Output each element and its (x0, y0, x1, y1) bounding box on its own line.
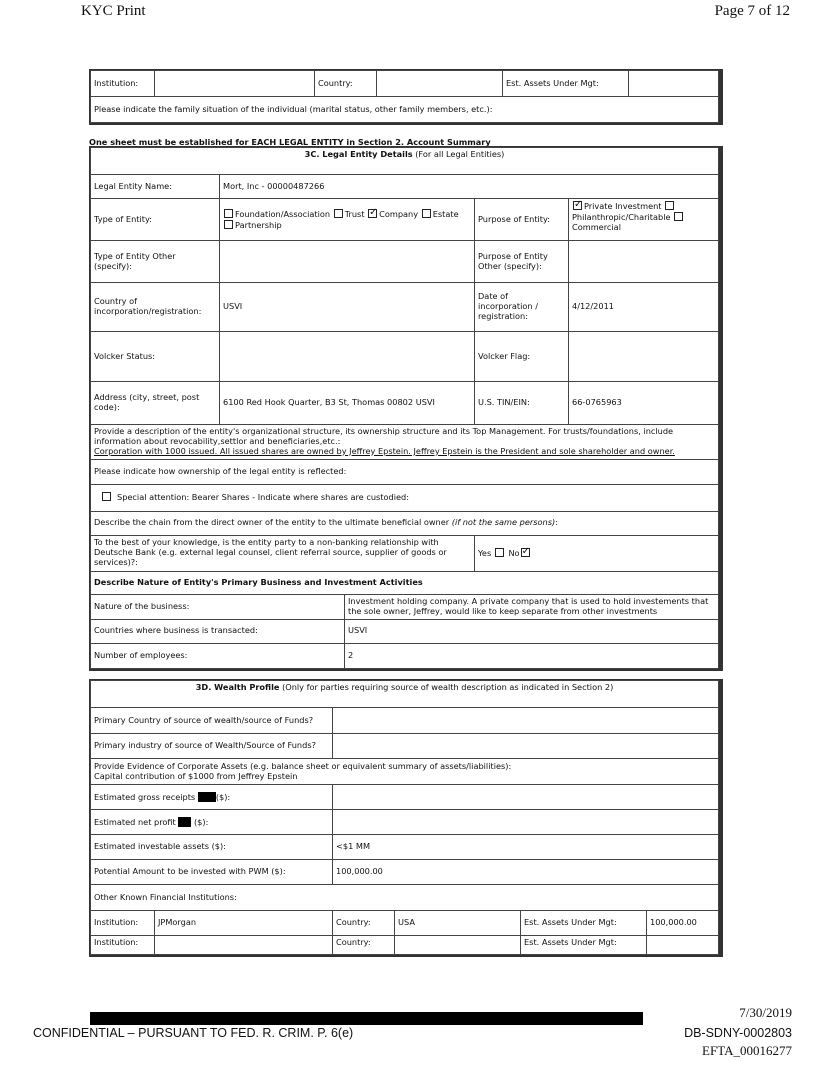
employees-value[interactable]: 2 (345, 643, 719, 668)
estate-checkbox[interactable] (422, 209, 431, 218)
section-3d-wealth-profile (89, 679, 723, 957)
country-value[interactable] (377, 71, 503, 97)
chain-prompt-italic: (if not the same persons) (451, 517, 556, 528)
institution-value[interactable]: JPMorgan (155, 911, 333, 936)
address-value[interactable]: 6100 Red Hook Quarter, B3 St, Thomas 00802 USVI (220, 382, 475, 425)
countries-transacted-label: Countries where business is transacted: (91, 619, 345, 643)
entity-name-value[interactable]: Mort, Inc - 00000487266 (220, 175, 719, 199)
structure-description-cell (91, 425, 719, 460)
primary-industry-label: Primary industry of source of Wealth/Source of Funds? (91, 734, 333, 759)
tin-value[interactable]: 66-0765963 (569, 382, 719, 425)
assets-label: Est. Assets Under Mgt: (503, 71, 629, 97)
confidential-notice: CONFIDENTIAL – PURSUANT TO FED. R. CRIM. P. 6(e) (33, 1026, 354, 1040)
section-3c-legal-entity (89, 146, 723, 671)
institution-label: Institution: (91, 911, 155, 936)
institution-row (91, 911, 719, 936)
volcker-flag-label: Volcker Flag: (475, 332, 569, 382)
assets-value[interactable] (629, 71, 719, 97)
institution-value[interactable] (155, 936, 333, 955)
section-3c-title (91, 148, 719, 175)
primary-country-label: Primary Country of source of wealth/source of Funds? (91, 708, 333, 734)
gross-receipts-label (91, 785, 333, 810)
non-banking-prompt: To the best of your knowledge, is the entity party to a non-banking relationship with Deutsche Bank (e.g. external legal counsel, client referral source, supplier of goods or services)?: (91, 535, 475, 571)
institution-label: Institution: (91, 71, 155, 97)
entity-name-label: Legal Entity Name: (91, 175, 220, 199)
volcker-status-value[interactable] (220, 332, 475, 382)
top-institution-table (89, 69, 723, 125)
institution-country-value[interactable]: USA (395, 911, 521, 936)
institution-label: Institution: (91, 936, 155, 955)
trust-option-label: Trust (344, 208, 365, 219)
institution-country-label: Country: (333, 911, 395, 936)
gross-receipts-redaction (198, 792, 216, 802)
employees-label: Number of employees: (91, 643, 345, 668)
bearer-shares-row (91, 484, 719, 511)
country-incorporation-label: Country of incorporation/registration: (91, 283, 220, 332)
chain-prompt-text: Describe the chain from the direct owner of the entity to the ultimate beneficial owner (94, 517, 452, 528)
no-checkbox[interactable] (521, 548, 530, 557)
gross-receipts-text: Estimated gross receipts (94, 791, 196, 802)
private-investment-checkbox[interactable] (573, 201, 582, 210)
institution-assets-value[interactable]: 100,000.00 (647, 911, 719, 936)
partnership-option-label: Partnership (235, 219, 282, 230)
net-profit-label (91, 810, 333, 835)
section-3c-title-rest: (For all Legal Entities) (412, 149, 505, 159)
section-3c-title-bold: 3C. Legal Entity Details (304, 149, 413, 159)
country-incorporation-value[interactable]: USVI (220, 283, 475, 332)
partnership-checkbox[interactable] (224, 220, 233, 229)
print-header-title: KYC Print (81, 3, 146, 19)
other-institutions-label: Other Known Financial Institutions: (91, 885, 719, 911)
tin-label: U.S. TIN/EIN: (475, 382, 569, 425)
bearer-shares-checkbox[interactable] (102, 492, 111, 501)
footer-date: 7/30/2019 (739, 1005, 792, 1020)
type-of-entity-options (220, 199, 475, 241)
purpose-of-entity-options (569, 199, 719, 241)
commercial-checkbox[interactable] (674, 212, 683, 221)
type-other-label: Type of Entity Other (specify): (91, 241, 220, 283)
estate-option-label: Estate (432, 208, 459, 219)
primary-industry-value[interactable] (333, 734, 719, 759)
volcker-status-label: Volcker Status: (91, 332, 220, 382)
company-option-label: Company (379, 208, 419, 219)
institution-assets-value[interactable] (647, 936, 719, 955)
company-checkbox[interactable] (368, 209, 377, 218)
type-of-entity-label: Type of Entity: (91, 199, 220, 241)
gross-receipts-unit: ($): (215, 791, 231, 802)
institution-value[interactable] (155, 71, 315, 97)
gross-receipts-value[interactable] (333, 785, 719, 810)
corporate-assets-prompt: Provide Evidence of Corporate Assets (e.g. balance sheet or equivalent summary of assets/liabilities): (94, 760, 512, 771)
ownership-chain-prompt (91, 511, 719, 535)
incorporation-date-label: Date of incorporation / registration: (475, 283, 569, 332)
purpose-other-label: Purpose of Entity Other (specify): (475, 241, 569, 283)
structure-description-prompt: Provide a description of the entity's organizational structure, its ownership structure and its Top Management. For trusts/foundations, include information about revocability,settlor and beneficiaries,etc.: (94, 426, 674, 446)
section-3d-title (91, 681, 719, 708)
commercial-label: Commercial (572, 221, 621, 232)
potential-amount-value[interactable]: 100,000.00 (333, 860, 719, 885)
volcker-flag-value[interactable] (569, 332, 719, 382)
chain-prompt-end: : (555, 517, 558, 528)
institution-country-value[interactable] (395, 936, 521, 955)
trust-checkbox[interactable] (334, 209, 343, 218)
non-banking-answer (475, 535, 719, 571)
yes-label: Yes (478, 547, 492, 558)
foundation-checkbox[interactable] (224, 209, 233, 218)
potential-amount-label: Potential Amount to be invested with PWM ($): (91, 860, 333, 885)
incorporation-date-value[interactable]: 4/12/2011 (569, 283, 719, 332)
net-profit-redaction (178, 817, 191, 827)
corporate-assets-cell (91, 759, 719, 785)
section-3d-title-bold: 3D. Wealth Profile (195, 682, 280, 692)
net-profit-text: Estimated net profit (94, 816, 176, 827)
philanthropic-checkbox[interactable] (665, 201, 674, 210)
nature-label: Nature of the business: (91, 594, 345, 619)
bearer-shares-label: Special attention: Bearer Shares - Indicate where shares are custodied: (117, 492, 409, 503)
family-situation-prompt: Please indicate the family situation of the individual (marital status, other family members, etc.): (91, 97, 719, 123)
nature-value[interactable]: Investment holding company. A private company that is used to hold investements that the sole owner, Jeffrey, would like to keep separate from other investments (345, 594, 719, 619)
efta-number: EFTA_00016277 (702, 1043, 792, 1058)
purpose-of-entity-label: Purpose of Entity: (475, 199, 569, 241)
institution-row (91, 936, 719, 955)
net-profit-value[interactable] (333, 810, 719, 835)
investable-assets-value[interactable]: <$1 MM (333, 835, 719, 860)
footer-redaction-bar (90, 1012, 643, 1025)
foundation-option-label: Foundation/Association (235, 208, 331, 219)
net-profit-unit: ($): (193, 816, 209, 827)
page-number: Page 7 of 12 (714, 3, 790, 19)
nature-heading: Describe Nature of Entity's Primary Business and Investment Activities (91, 571, 719, 594)
investable-assets-label: Estimated investable assets ($): (91, 835, 333, 860)
countries-transacted-value[interactable]: USVI (345, 619, 719, 643)
bates-number: DB-SDNY-0002803 (684, 1026, 792, 1040)
type-other-value[interactable] (220, 241, 475, 283)
section-3d-title-rest: (Only for parties requiring source of wealth description as indicated in Section 2) (279, 682, 614, 692)
yes-checkbox[interactable] (495, 548, 504, 557)
sheet-instruction: One sheet must be established for EACH LEGAL ENTITY in Section 2. Account Summary (89, 137, 491, 147)
institution-assets-label: Est. Assets Under Mgt: (521, 936, 647, 955)
structure-description-value[interactable]: Corporation with 1000 issued. All issued shares are owned by Jeffrey Epstein. Jeffrey Epstein is the President and sole shareholder and owner. (94, 445, 675, 456)
private-investment-label: Private Investment (584, 201, 662, 211)
primary-country-value[interactable] (333, 708, 719, 734)
ownership-prompt: Please indicate how ownership of the legal entity is reflected: (91, 459, 719, 484)
purpose-other-value[interactable] (569, 241, 719, 283)
address-label: Address (city, street, post code): (91, 382, 220, 425)
institution-country-label: Country: (333, 936, 395, 955)
country-label: Country: (315, 71, 377, 97)
no-label: No (508, 547, 520, 558)
philanthropic-label: Philanthropic/Charitable (572, 211, 671, 222)
institution-assets-label: Est. Assets Under Mgt: (521, 911, 647, 936)
corporate-assets-value[interactable]: Capital contribution of $1000 from Jeffrey Epstein (94, 770, 298, 781)
